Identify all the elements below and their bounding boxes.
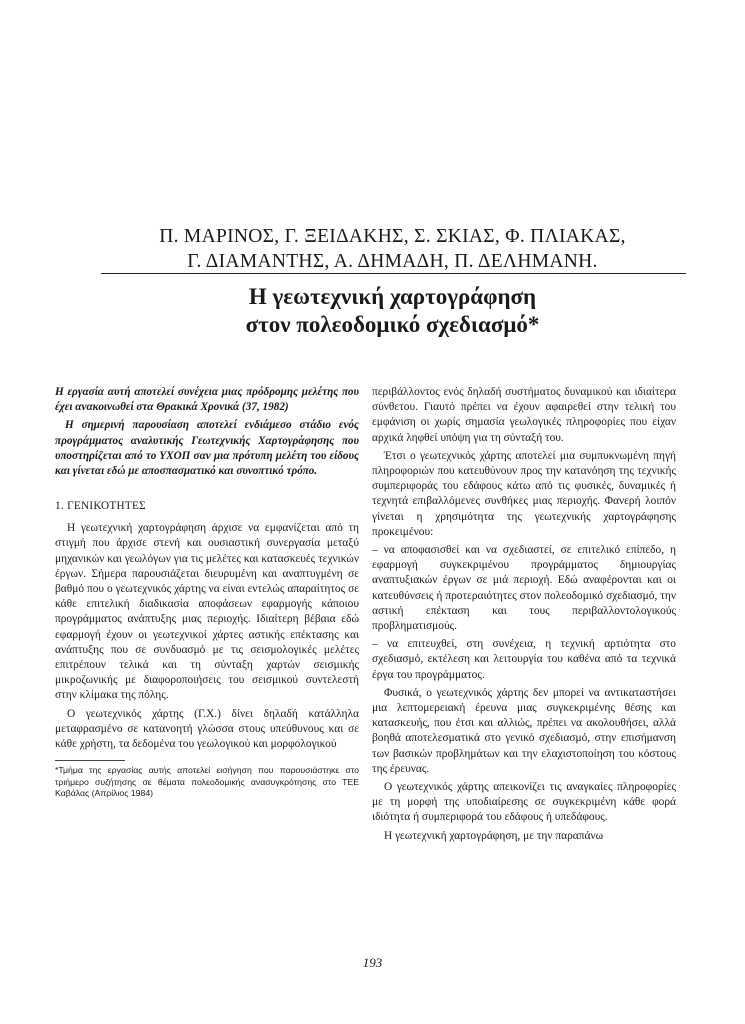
right-body-text (372, 385, 676, 844)
left-column (55, 385, 359, 799)
abstract (55, 385, 359, 479)
footnote-divider (55, 760, 125, 761)
left-body-text (55, 521, 359, 752)
page-number: 193 (362, 955, 383, 970)
list-item: – να αποφασισθεί και να σχεδιαστεί, σε επιτελικό επίπεδο, η εφαρμογή συγκεκριμένου προγράμματος δημιουργίας αναπτυξιακών έργων σε μιά περιοχή. Εδώ αναφέρονται και οι κατευθύνσεις ή προτεραιότητες στον πολεοδομικό σχεδιασμό, την αστική επέκταση και τους περιβαλλοντολογικούς προβληματισμούς. (372, 544, 676, 633)
footnote: *Τμήμα της εργασίας αυτής αποτελεί εισήγηση που παρουσιάστηκε στο τριήμερο συζήτησης σε θέματα πολεοδομικής ανασυγκρότησης στο ΤΕΕ Καβάλας (Απρίλιος 1984) (55, 765, 359, 799)
body-paragraph: περιβάλλοντος ενός δηλαδή συστήματος δυναμικού και ιδιαίτερα σύνθετου. Γιαυτό πρέπει να έχουν αφαιρεθεί στην τελική του εμφάνιση οι χωρίς σημασία γεωλογικές πληροφορίες που είχαν αρχικά ληφθεί υπόψη για τη σύνταξή του. (372, 386, 676, 444)
author-line-1: Π. ΜΑΡΙΝΟΣ, Γ. ΞΕΙΔΑΚΗΣ, Σ. ΣΚΙΑΣ, Φ. ΠΛΙΑΚΑΣ, (159, 226, 626, 247)
article-title (100, 283, 685, 339)
title-line-2: στον πολεοδομικό σχεδιασμό* (245, 312, 540, 337)
right-column (372, 385, 676, 847)
author-line-2: Γ. ΔΙΑΜΑΝΤΗΣ, Α. ΔΗΜΑΔΗ, Π. ΔΕΛΗΜΑΝΗ. (187, 251, 598, 272)
title-line-1: Η γεωτεχνική χαρτογράφηση (248, 284, 537, 309)
body-paragraph: Φυσικά, ο γεωτεχνικός χάρτης δεν μπορεί να αντικαταστήσει μια λεπτομερειακή έρευνα μιας συγκεκριμένης θέσης και κατασκευής, που έτσι και αλλιώς, πρέπει να ακολουθήσει, αλλά βοηθά αποτελεσματικά στο γενικό σχεδιασμό, στην επισήμανση των βασικών προβλημάτων και την ελαχιστοποίηση του κόστους της έρευνας. (372, 686, 676, 775)
body-paragraph: Η γεωτεχνική χαρτογράφηση, με την παραπάνω (384, 829, 604, 842)
body-paragraph: Έτσι ο γεωτεχνικός χάρτης αποτελεί μια συμπυκνωμένη πηγή πληροφοριών που κατευθύνουν προς την κατανόηση της τεχνικής συμπεριφοράς του εδάφους κάτω από τις φυσικές, δυναμικές ή τεχνητά επιβαλλόμενες συνθήκες μιας περιοχής. Φανερή λοιπόν γίνεται η χρησιμότητα της γεωτεχνικής χαρτογράφησης προκειμένου: (372, 449, 676, 538)
body-paragraph: Η γεωτεχνική χαρτογράφηση άρχισε να εμφανίζεται από τη στιγμή που άρχισε στενή και ουσιαστική συνεργασία μεταξύ μηχανικών και γεωλόγων για τις μελέτες και κατασκευές τεχνικών έργων. Σήμερα παρουσιάζεται διευρυμένη και αναπτυγμένη σε βαθμό που ο γεωτεχνικός χάρτης να είναι εντελώς απαραίτητος σε κάθε επιτελική διαδικασία αποφάσεων εφαρμογής κάποιου προγράμματος ανάπτυξης μιας περιοχής. Ιδιαίτερη βέβαια εδώ εφαρμογή έχουν οι γεωτεχνικοί χάρτες αστικής επέκτασης και ανάπτυξης που σε συνδυασμό με τις σεισμολογικές μελέτες επιτρέπουν τελικά και τη σύνταξη χαρτών σεισμικής μικροζωνικής με διαφοροποιήσεις του σεισμικού συντελεστή στην κλίμακα της πόλης. (55, 522, 359, 702)
list-item: – να επιτευχθεί, στη συνέχεια, η τεχνική αρτιότητα στο σχεδιασμό, εκτέλεση και λειτουργία του καθένα από τα τεχνικά έργα του προγράμματος. (372, 638, 676, 681)
author-list (100, 224, 685, 274)
body-paragraph: Ο γεωτεχνικός χάρτης απεικονίζει τις αναγκαίες πληροφορίες με τη μορφή της υποδιαίρεσης σε συγκεκριμένη κάθε φορά ιδιότητα ή συμπεριφορά του εδάφους ή υπεδάφους. (372, 781, 676, 824)
abstract-paragraph-1: Η εργασία αυτή αποτελεί συνέχεια μιας πρόδρομης μελέτης που έχει ανακοινωθεί στα Θρακικά Χρονικά (37, 1982) (55, 386, 359, 414)
section-heading: 1. ΓΕΝΙΚΟΤΗΤΕΣ (55, 500, 146, 513)
abstract-paragraph-2: Η σημερινή παρουσίαση αποτελεί ενδιάμεσο στάδιο ενός προγράμματος αναλυτικής Γεωτεχνικής Χαρτογράφησης που υποστηρίζεται από το ΥΧΟΠ σαν μια πρότυπη μελέτη του είδους και γίνεται εδώ με αποσπασματικό και συνοπτικό τρόπο. (55, 419, 359, 478)
body-paragraph: Ο γεωτεχνικός χάρτης (Γ.Χ.) δίνει δηλαδή κατάλληλα μεταφρασμένο σε κατανοητή γλώσσα στους υπεύθυνους και σε κάθε χρήστη, τα δεδομένα του γεωλογικού και μορφολογικού (55, 707, 359, 751)
header-divider (101, 273, 686, 274)
